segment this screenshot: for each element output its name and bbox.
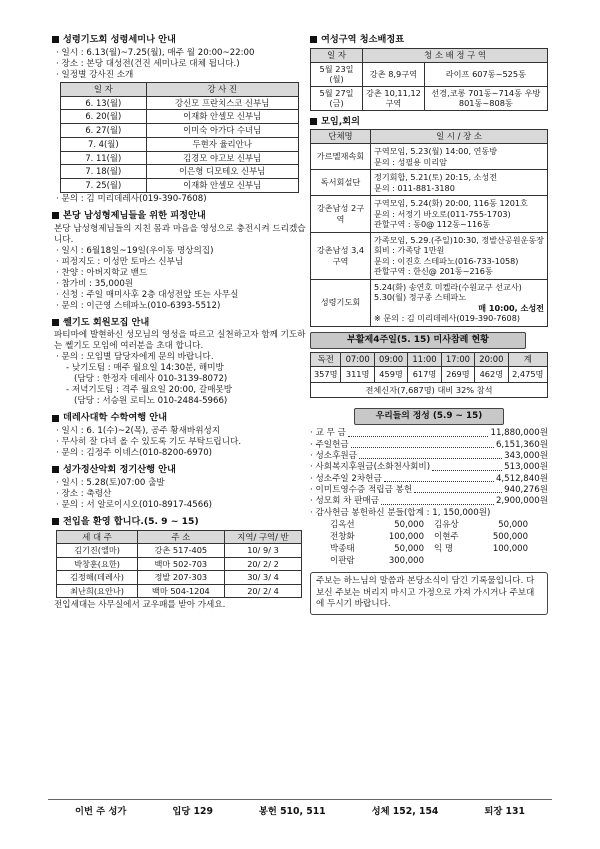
info-line: · 일정별 강사진 소개 — [56, 69, 134, 80]
list-item: · 성소주일 2차헌금 4,512,840원 — [310, 473, 548, 484]
info-line: · 신청 : 주일 매미사후 2층 대성전앞 또는 사무실 — [56, 289, 239, 300]
bullet-square-icon — [52, 212, 59, 219]
info-line: · 문의 : 모임별 담당자에게 문의 바랍니다. — [56, 352, 214, 363]
table-row: 6. 13(월) 강신모 프란치스코 신부님 — [61, 96, 299, 110]
offering-list — [310, 428, 548, 519]
info-line: · 문의 : 김정주 이네스(010-8200-6970) — [56, 448, 213, 459]
section-title: 데레사대학 수학여행 안내 — [63, 412, 168, 424]
bullet-square-icon — [310, 118, 317, 125]
table-row: 최난희(요안나) 백마 504-1204 20/ 2/ 4 — [57, 584, 302, 598]
bullet-square-icon — [52, 319, 59, 326]
table-header: 일 자 — [61, 82, 147, 96]
section-seminar — [52, 34, 306, 205]
info-line: · 피정지도 : 이성만 토마스 신부님 — [56, 256, 184, 267]
thanks-heading: · 감사헌금 봉헌하신 분들(합계 : 1, 150,000원) — [310, 507, 491, 518]
list-item: · 이미트영수증 적립금 봉헌 940,276원 — [310, 485, 548, 495]
table-row: 5월 23일(월) 강촌 8,9구역 라이프 607동~525동 — [311, 62, 548, 86]
section-title: 성가정산악회 정기산행 안내 — [63, 464, 176, 476]
section-cleaning — [310, 34, 548, 111]
table-row: 357명 311명 459명 617명 269명 462명 2,475명 — [311, 367, 548, 383]
footer-offertory: 봉헌 510, 511 — [258, 806, 326, 817]
table-row: 6. 20(월) 이재화 안셀모 신부님 — [61, 110, 299, 124]
table-row: 6. 27(월) 이미숙 아가다 수녀님 — [61, 124, 299, 138]
section-retreat — [52, 210, 306, 312]
footer-entrance: 입당 129 — [172, 806, 213, 817]
meetings-table — [310, 129, 548, 326]
table-row: 강촌남성 2구역 구역모임, 5.24(화) 20:00, 116동 1201호 문의 : 서정기 바오로(011-755-1703) 관할구역 : 동0@ 112동~116동 — [311, 196, 548, 233]
info-line: (담당 : 서승원 로티노 010-2484-5966) — [74, 396, 228, 407]
table-header: 청 소 배 정 구 역 — [363, 48, 548, 62]
section-hiking — [52, 464, 306, 511]
newcomer-table — [56, 530, 302, 599]
info-line: · 일시 : 6. 1(수)~2(목), 공주 황새바위성지 — [56, 426, 221, 437]
donor-grid: 김옥선 50,000 김유상 50,000 전창화 100,000 이현주 500,000 박종태 50,000 익 명 100,000 이판람 300,000 — [330, 520, 528, 567]
section-newcomers — [52, 516, 306, 612]
section-title: 모임,회의 — [321, 115, 360, 127]
table-row: 성령기도회 5.24(화) 송연호 미켈라(수원교구 선교사) 5.30(월) 정구종 스테파노 매 10:00, 소성전 ※ 문의 : 김 미리데레사(019-390-7608) — [311, 279, 548, 326]
section-title: 쎌기도 회원모집 안내 — [63, 316, 150, 328]
section-title: 전입을 환영 합니다.(5. 9 ~ 15) — [63, 515, 199, 527]
list-item: · 주일헌금 6,151,360원 — [310, 439, 548, 450]
table-row: 7. 11(월) 김경모 야고보 신부님 — [61, 151, 299, 165]
bullet-square-icon — [52, 415, 59, 422]
bullet-square-icon — [52, 466, 59, 473]
list-item: · 교 무 금 11,880,000원 — [310, 428, 548, 439]
table-header: 강 사 진 — [146, 82, 298, 96]
table-header: 주 소 — [138, 530, 225, 544]
right-column — [310, 34, 548, 615]
section-title: 여성구역 청소배정표 — [321, 34, 405, 45]
table-header: 일 시 / 장 소 — [371, 130, 548, 144]
footer-label: 이번 주 성가 — [74, 806, 127, 817]
mass-attendance-title: 부활제4주일(5. 15) 미사참례 현황 — [310, 332, 526, 350]
table-header: 단체명 — [311, 130, 371, 144]
intro-text: 파티마에 발현하신 성모님의 영성을 따르고 실천하고자 함께 기도하는 쎌기도 모임에 여러분을 초대 합니다. — [54, 330, 306, 352]
cleaning-table — [310, 48, 548, 111]
table-row: 전체신자(7,687명) 대비 32% 참석 — [311, 382, 548, 398]
offering-title: 우리들의 정성 (5.9 ~ 15) — [354, 408, 504, 425]
table-row: 7. 18(월) 이은형 디모테오 신부님 — [61, 165, 299, 179]
info-line: · 참가비 : 35,000원 — [56, 278, 134, 289]
info-line: · 일시 : 5.28(토)07:00 출발 — [56, 477, 165, 488]
info-line: · 일시 : 6.13(월)~7.25(월), 매주 월 20:00~22:00 — [56, 47, 255, 58]
info-line: (담당 : 한정자 데레사 010-3139-8072) — [74, 374, 228, 385]
table-row: 5월 27일(금) 강촌 10,11,12구역 선경,코롱 701동~714동 우방 801동~808동 — [311, 86, 548, 110]
bullet-square-icon — [52, 36, 59, 43]
info-line: - 저녁기도팀 : 격주 월요일 20:00, 갈매못방 — [66, 385, 233, 396]
table-row: 김정해(데레사) 정발 207-303 30/ 3/ 4 — [57, 571, 302, 585]
table-row: 가르멜재속회 구역모임, 5.23(월) 14:00, 연동방 문의 : 성필용 미리암 — [311, 144, 548, 170]
speaker-table — [60, 82, 299, 193]
info-line: · 장소 : 본당 대성전(건진 세미나로 대체 됩니다.) — [56, 58, 240, 69]
footer-divider — [48, 799, 552, 800]
footer-communion: 성체 152, 154 — [371, 806, 439, 817]
info-line: · 무사히 잘 다녀 올 수 있도록 기도 부탁드립니다. — [56, 437, 242, 448]
bullet-square-icon — [310, 36, 317, 43]
section-meetings — [310, 116, 548, 327]
list-item: · 성소후원금 343,000원 — [310, 450, 548, 461]
info-line: · 장소 : 축령산 — [56, 488, 112, 499]
info-line: · 문의 : 이근영 스테파노(010-6393-5512) — [56, 300, 221, 311]
table-row: 강촌남성 3,4구역 가족모임, 5.29.(주일)10:30, 정발산공원운동장 회비 : 가족당 1만원 문의 : 이진호 스테파노(016-733-1058) 관할구역 : 한신@ 201동~216동 — [311, 232, 548, 279]
list-item: · 사회복지후원금(소화천사회비) 513,000원 — [310, 462, 548, 473]
table-header: 일 자 — [311, 48, 363, 62]
table-header: 세 대 주 — [57, 530, 138, 544]
info-line: · 일시 : 6월18일~19일(우이동 명상의집) — [56, 245, 214, 256]
bulletin-notice: 주보는 하느님의 말씀과 본당소식이 담긴 기록물입니다. 다 보신 주보는 버리지 마시고 가정으로 가져 가시거나 주보대에 두시기 바랍니다. — [310, 572, 548, 615]
table-row: 독서회설단 정기회합, 5.21(토) 20:15, 소성전 문의 : 011-881-3180 — [311, 170, 548, 196]
section-title: 성령기도회 성령세미나 안내 — [63, 34, 176, 45]
left-column — [52, 34, 306, 616]
info-line: - 낮기도팀 : 매주 월요일 14:30분, 해미방 — [66, 363, 224, 374]
table-row: 7. 25(월) 이재화 안셀모 신부님 — [61, 179, 299, 193]
info-line: · 문의 : 서 알로이시오(010-8917-4566) — [56, 499, 213, 510]
table-row: 박창훈(요한) 백마 502-703 20/ 2/ 2 — [57, 557, 302, 571]
table-row: 7. 4(월) 두현자 율리안나 — [61, 137, 299, 151]
section-cell-prayer — [52, 317, 306, 408]
intro-text: 본당 남성형제님들의 지친 몸과 마음을 영성으로 충전시켜 드리겠습니다. — [54, 223, 306, 245]
info-line: · 찬양 : 아버지학교 밴드 — [56, 267, 148, 278]
mass-attendance-table: 독전 07:00 09:00 11:00 17:00 20:00 계 357명 311명 459명 617명 269명 462명 2,475명 전체신자(7,687명) 대비 32% 참석 — [310, 352, 548, 398]
list-item: · 성모회 차 판매금 2,900,000원 — [310, 496, 548, 507]
table-row: 김기진(엘마) 강촌 517-405 10/ 9/ 3 — [57, 544, 302, 558]
section-title: 본당 남성형제님들을 위한 피정안내 — [63, 209, 206, 221]
footer-recessional: 퇴장 131 — [484, 806, 525, 817]
section-trip — [52, 412, 306, 459]
newcomer-note: 전입세대는 사무실에서 교우패를 받아 가세요. — [54, 600, 226, 611]
bullet-square-icon — [52, 518, 59, 525]
hymn-footer — [52, 806, 548, 818]
table-header: 지역/ 구역/ 반 — [224, 530, 302, 544]
contact-line: · 문의 : 김 미리데레사(019-390-7608) — [56, 193, 207, 204]
